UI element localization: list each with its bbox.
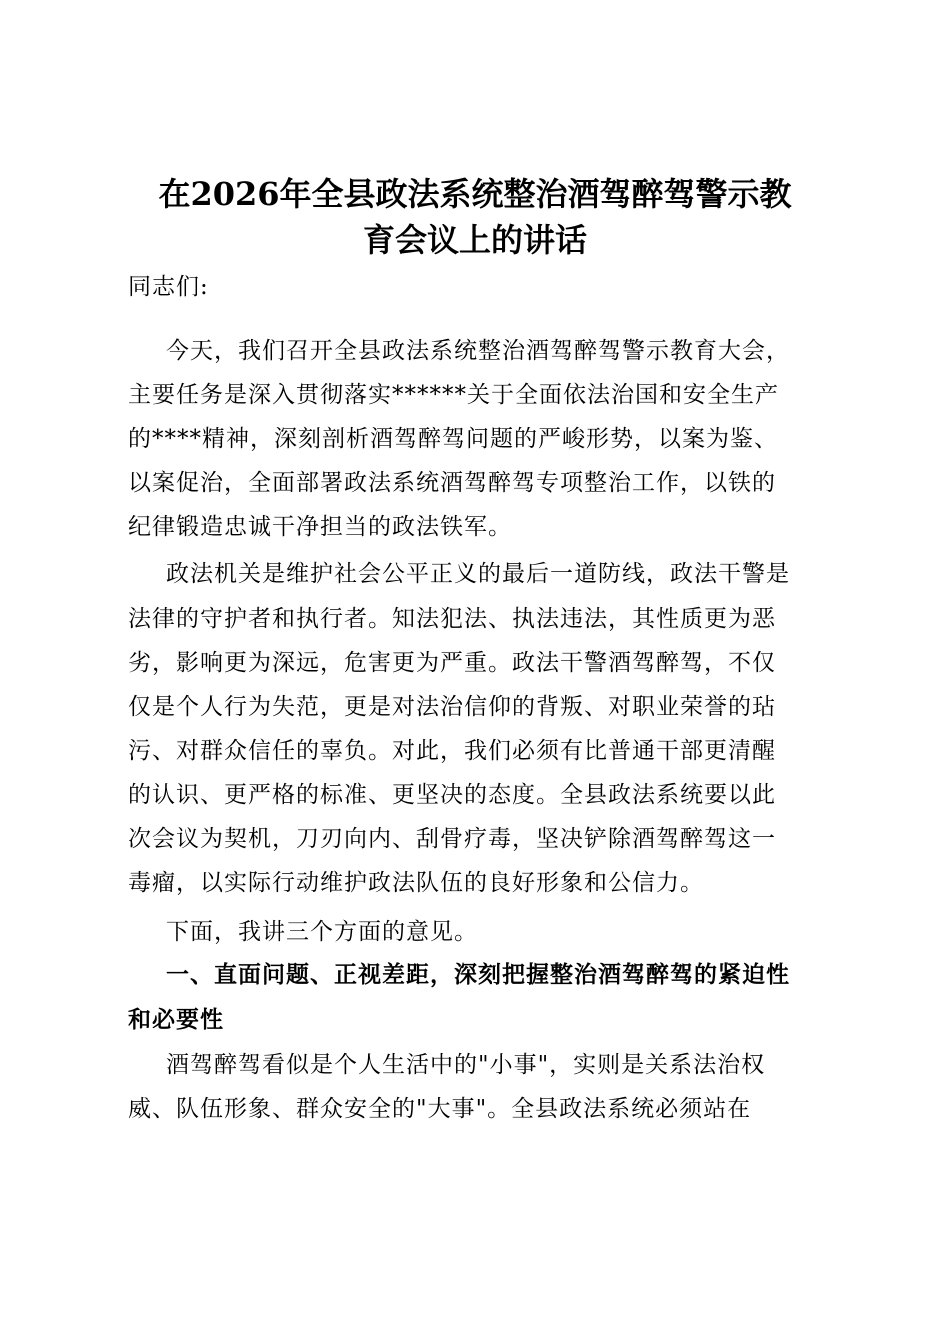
salutation: 同志们:	[128, 274, 209, 300]
body-line: 劣，影响更为深远，危害更为严重。政法干警酒驾醉驾，不仅	[128, 650, 776, 676]
section-heading-line: 和必要性	[128, 1006, 224, 1033]
section-heading-line: 一、直面问题、正视差距，深刻把握整治酒驾醉驾的紧迫性	[166, 961, 790, 988]
body-line: 次会议为契机，刀刃向内、刮骨疗毒，坚决铲除酒驾醉驾这一	[128, 826, 776, 852]
body-line: 主要任务是深入贯彻落实******关于全面依法治国和安全生产	[128, 382, 779, 408]
body-line: 的认识、更严格的标准、更坚决的态度。全县政法系统要以此	[128, 782, 776, 808]
body-line: 威、队伍形象、群众安全的"大事"。全县政法系统必须站在	[128, 1096, 752, 1122]
body-line: 仅是个人行为失范，更是对法治信仰的背叛、对职业荣誉的玷	[128, 694, 776, 720]
body-line: 毒瘤，以实际行动维护政法队伍的良好形象和公信力。	[128, 870, 704, 896]
body-line: 酒驾醉驾看似是个人生活中的"小事"，实则是关系法治权	[166, 1052, 766, 1078]
document-title-line-1: 在2026年全县政法系统整治酒驾醉驾警示教	[158, 175, 792, 213]
body-line: 污、对群众信任的辜负。对此，我们必须有比普通干部更清醒	[128, 738, 776, 764]
body-line: 以案促治，全面部署政法系统酒驾醉驾专项整治工作，以铁的	[128, 470, 776, 496]
body-line: 今天，我们召开全县政法系统整治酒驾醉驾警示教育大会，	[166, 338, 790, 364]
body-line: 的****精神，深刻剖析酒驾醉驾问题的严峻形势，以案为鉴、	[128, 426, 778, 452]
body-line: 法律的守护者和执行者。知法犯法、执法违法，其性质更为恶	[128, 606, 776, 632]
body-line: 纪律锻造忠诚干净担当的政法铁军。	[128, 514, 512, 540]
body-line: 下面，我讲三个方面的意见。	[166, 919, 478, 945]
body-line: 政法机关是维护社会公平正义的最后一道防线，政法干警是	[166, 561, 790, 587]
document-title-line-2: 育会议上的讲话	[362, 221, 587, 259]
